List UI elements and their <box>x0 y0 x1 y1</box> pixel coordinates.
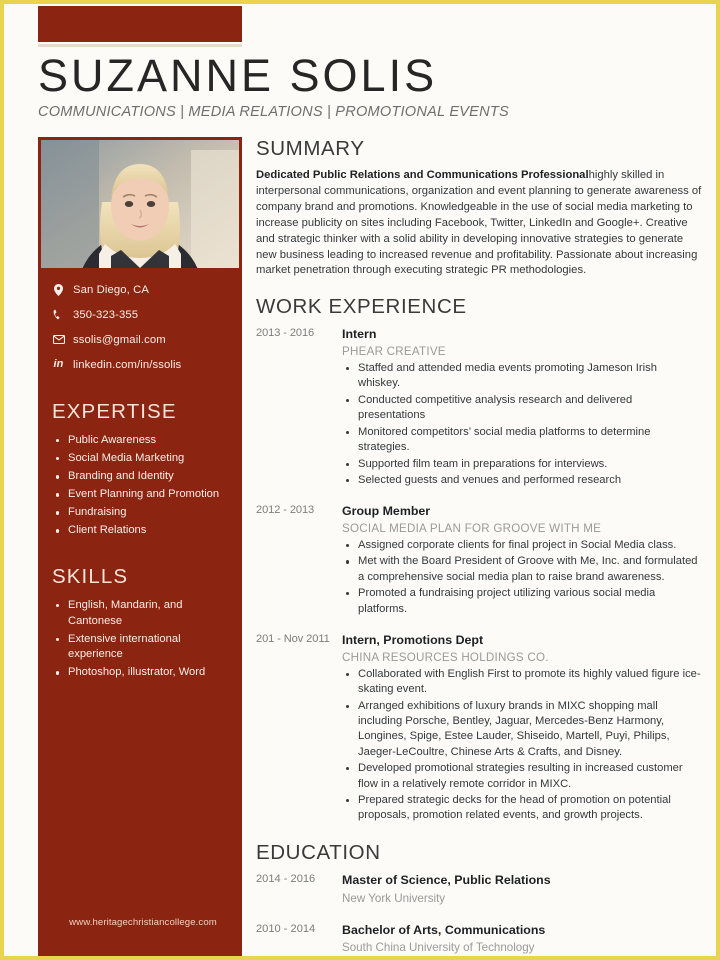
education-entry <box>256 872 702 905</box>
experience-org: SOCIAL MEDIA PLAN FOR GROOVE WITH ME <box>342 522 602 536</box>
header-accent-rule <box>38 44 242 47</box>
education-body <box>342 872 702 905</box>
list-item: Met with the Board President of Groove with Me, Inc. and formulated a comprehensive social media plan to raise brand awareness. <box>342 554 702 585</box>
list-item: Staffed and attended media events promoting Jameson Irish whiskey. <box>342 361 702 392</box>
phone-icon <box>52 309 65 320</box>
experience-role: Intern <box>342 327 377 342</box>
education-section <box>256 841 702 954</box>
summary-section <box>256 137 702 279</box>
list-item: Assigned corporate clients for final project in Social Media class. <box>342 538 702 553</box>
list-item: Supported film team in preparations for interviews. <box>342 457 702 472</box>
candidate-name: SUZANNE SOLIS <box>38 50 438 101</box>
work-experience-section <box>256 295 702 825</box>
experience-role: Group Member <box>342 504 431 519</box>
skills-section <box>38 565 242 683</box>
list-item: Client Relations <box>52 523 228 539</box>
education-dates: 2010 - 2014 <box>256 922 316 935</box>
contact-email-text: ssolis@gmail.com <box>73 333 166 346</box>
contact-list <box>38 277 242 377</box>
experience-bullets <box>342 667 702 824</box>
contact-phone <box>52 302 228 327</box>
main-content <box>256 137 702 956</box>
education-entry <box>256 922 702 955</box>
list-item: Developed promotional strategies resulting in increased customer flow in a relatively remote corridor in MIXC. <box>342 761 702 792</box>
contact-linkedin[interactable] <box>52 352 228 377</box>
experience-dates: 2013 - 2016 <box>256 327 315 340</box>
location-pin-icon <box>52 284 65 296</box>
list-item: Event Planning and Promotion <box>52 487 228 503</box>
experience-dates: 2012 - 2013 <box>256 504 315 517</box>
expertise-section <box>38 400 242 542</box>
list-item: Arranged exhibitions of luxury brands in MIXC shopping mall including Porsche, Bentley, Jaguar, Mercedes-Benz Harmony, Longines, Spige, Estee Lauder, Shiseido, Martell, Puyi, Philips, Jaeger-LeCoultre, Chinese Arts & Crafts, and Disney. <box>342 699 702 761</box>
education-school: New York University <box>342 891 446 905</box>
experience-body <box>342 503 702 618</box>
envelope-icon <box>52 335 65 344</box>
list-item: Promoted a fundraising project utilizing various social media platforms. <box>342 586 702 617</box>
list-item: Monitored competitors’ social media platforms to determine strategies. <box>342 425 702 456</box>
expertise-list <box>52 433 228 539</box>
contact-linkedin-text: linkedin.com/in/ssolis <box>73 358 182 371</box>
watermark: www.heritagechristiancollege.com <box>69 917 217 928</box>
list-item: Collaborated with English First to promote its highly valued figure ice-skating event. <box>342 667 702 698</box>
summary-lead: Dedicated Public Relations and Communications Professional <box>256 169 589 181</box>
education-degree: Bachelor of Arts, Communications <box>342 922 546 937</box>
experience-bullets <box>342 361 702 488</box>
header-accent-block <box>38 6 242 42</box>
resume-page <box>4 4 716 956</box>
candidate-tagline: COMMUNICATIONS | MEDIA RELATIONS | PROMOTIONAL EVENTS <box>38 103 509 120</box>
expertise-title: EXPERTISE <box>52 400 177 423</box>
linkedin-icon: in <box>53 358 64 370</box>
experience-entry <box>256 632 702 825</box>
education-title: EDUCATION <box>256 840 381 864</box>
contact-location <box>52 277 228 302</box>
list-item: Photoshop, illustrator, Word <box>52 665 228 681</box>
profile-photo <box>41 140 239 268</box>
work-experience-title: WORK EXPERIENCE <box>256 295 467 319</box>
resume-header <box>38 52 698 120</box>
summary-text <box>256 168 702 279</box>
experience-org: PHEAR CREATIVE <box>342 345 446 359</box>
list-item: Branding and Identity <box>52 469 228 485</box>
experience-org: CHINA RESOURCES HOLDINGS CO. <box>342 650 549 664</box>
contact-email[interactable] <box>52 327 228 352</box>
education-school: South China University of Technology <box>342 941 535 955</box>
sidebar <box>38 137 242 956</box>
experience-entry <box>256 503 702 618</box>
list-item: Selected guests and venues and performed research <box>342 473 702 488</box>
list-item: Prepared strategic decks for the head of promotion on potential proposals, promotion related events, and growth projects. <box>342 793 702 824</box>
experience-body <box>342 326 702 489</box>
skills-title: SKILLS <box>52 565 129 588</box>
summary-body: highly skilled in interpersonal communications, organization and event planning to generate awareness of company brand and promotions. Knowledgeable in the use of social media marketing to increase publicity on sites including Facebook, Twitter, LinkedIn and Google+. Creative and strategic thinker with a solid ability in developing innovative strategies to generate new business leading to increased revenue and profitability. Passionate about increasing market penetration through executing strategic PR methodologies. <box>256 169 702 277</box>
experience-dates: 201 - Nov 2011 <box>256 633 330 646</box>
contact-phone-text: 350-323-355 <box>73 308 139 321</box>
education-body <box>342 922 702 955</box>
experience-bullets <box>342 538 702 617</box>
list-item: Fundraising <box>52 505 228 521</box>
experience-entry <box>256 326 702 489</box>
experience-role: Intern, Promotions Dept <box>342 633 484 648</box>
summary-title: SUMMARY <box>256 137 365 160</box>
skills-list <box>52 598 228 681</box>
education-degree: Master of Science, Public Relations <box>342 872 551 887</box>
list-item: English, Mandarin, and Cantonese <box>52 598 228 629</box>
list-item: Conducted competitive analysis research and delivered presentations <box>342 393 702 424</box>
contact-location-text: San Diego, CA <box>73 283 150 296</box>
list-item: Extensive international experience <box>52 632 228 663</box>
experience-body <box>342 632 702 825</box>
education-dates: 2014 - 2016 <box>256 872 316 885</box>
list-item: Social Media Marketing <box>52 451 228 467</box>
list-item: Public Awareness <box>52 433 228 449</box>
